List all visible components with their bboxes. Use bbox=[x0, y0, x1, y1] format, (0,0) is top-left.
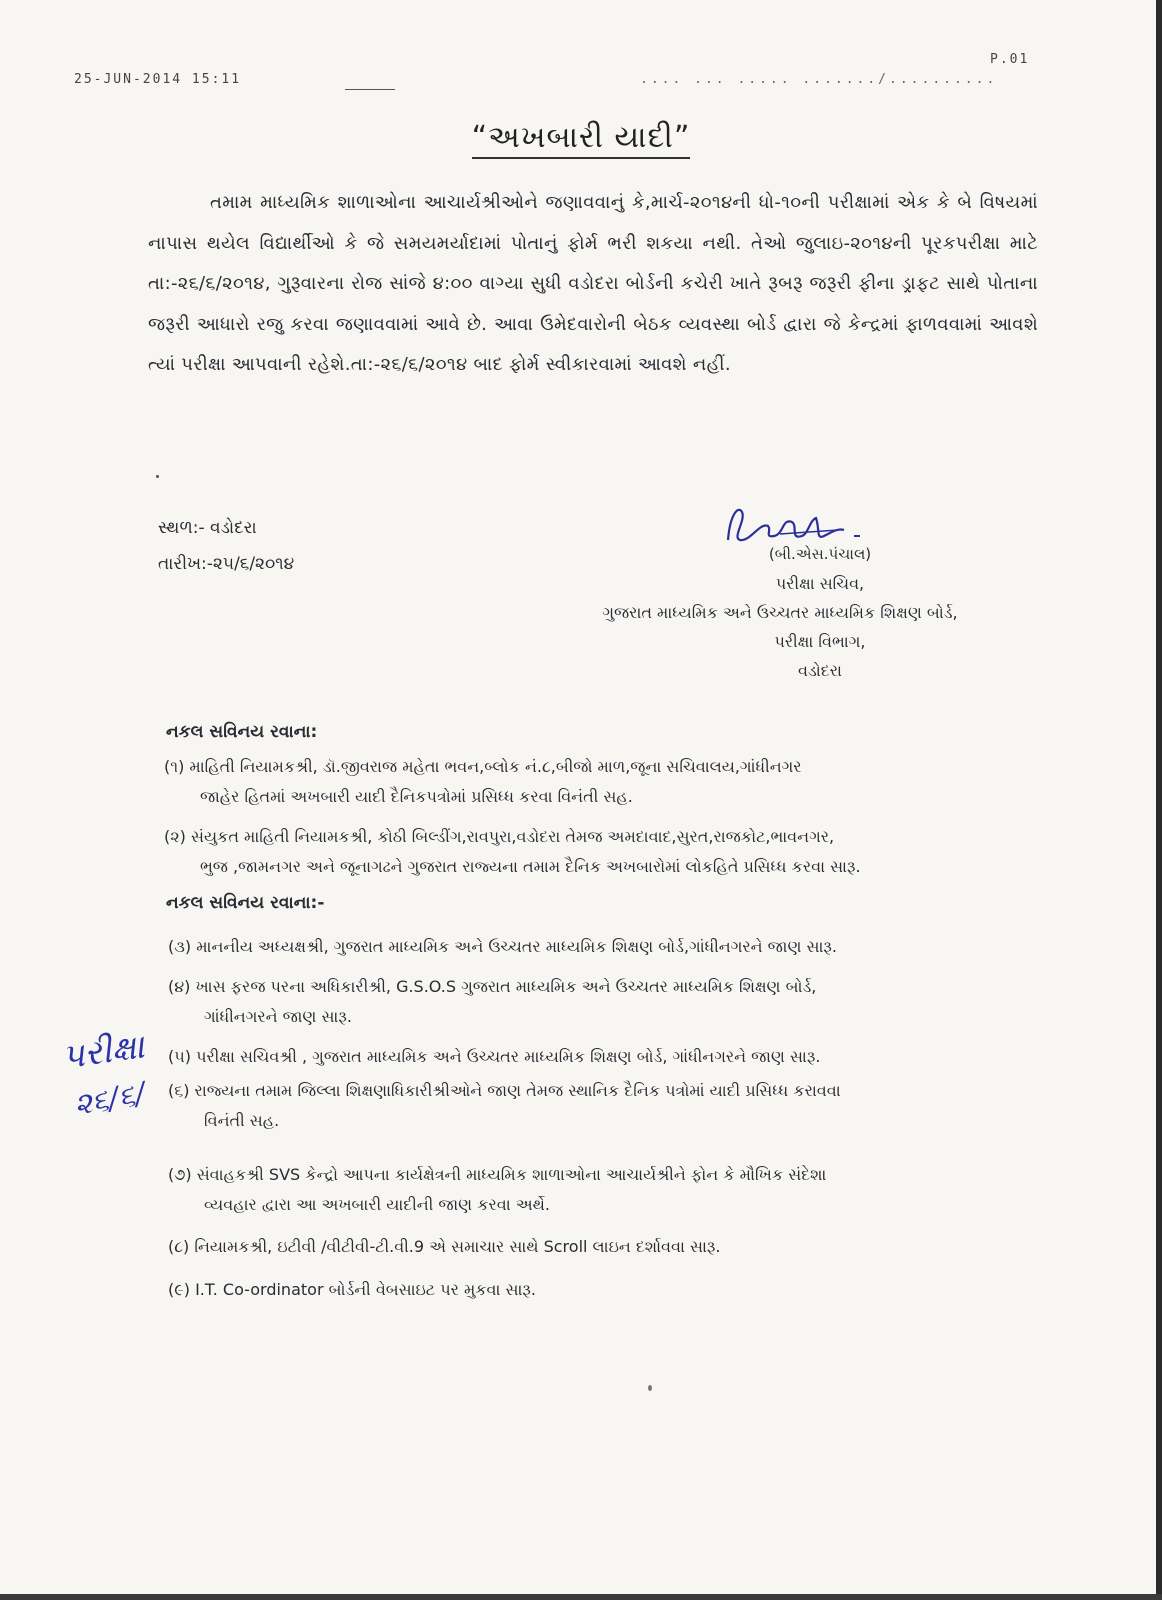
item-number: (૬) bbox=[168, 1081, 190, 1100]
title-text: “અખબારી યાદી” bbox=[472, 120, 691, 159]
signatory-name: (બી.એસ.પંચાલ) bbox=[768, 545, 872, 563]
distribution-item-5 bbox=[168, 1042, 1028, 1072]
item-number: (૩) bbox=[168, 937, 192, 956]
signatory-designation: પરીક્ષા સચિવ, bbox=[775, 574, 865, 593]
copy-heading-2: નકલ સવિનય રવાના:- bbox=[166, 893, 325, 913]
item-line-2: વ્યવહાર દ્વારા આ અખબારી યાદીની જાણ કરવા અર્થે. bbox=[204, 1195, 550, 1214]
body-text: તમામ માધ્યમિક શાળાઓના આચાર્યશ્રીઓને જણાવવાનું કે,માર્ચ-૨૦૧૪ની ધો-૧૦ની પરીક્ષામાં એક કે બે વિષયમાં નાપાસ થયેલ વિદ્યાર્થીઓ કે જે સમયમર્યાદામાં પોતાનું ફોર્મ ભરી શકયા નથી. તેઓ જુલાઇ-૨૦૧૪ની પૂરકપરીક્ષા માટે તા:-૨૬/૬/૨૦૧૪, ગુરૂવારના રોજ સાંજે ૪:૦૦ વાગ્યા સુધી વડોદરા બોર્ડની કચેરી ખાતે રૂબરૂ જરૂરી ફીના ડ્રાફટ સાથે પોતાના જરૂરી આધારો રજુ કરવા જણાવવામાં આવે છે. આવા ઉમેદવારોની બેઠક વ્યવસ્થા બોર્ડ દ્વારા જે કેન્દ્રમાં ફાળવવામાં આવશે ત્યાં પરીક્ષા આપવાની રહેશે.તા:-૨૬/૬/૨૦૧૪ બાદ ફોર્મ સ્વીકારવામાં આવશે નહીં. bbox=[148, 192, 1038, 375]
distribution-item-3 bbox=[168, 932, 1028, 962]
item-number: (૭) bbox=[168, 1165, 192, 1184]
distribution-item-4 bbox=[168, 972, 1028, 1032]
item-number: (૧) bbox=[164, 757, 185, 776]
distribution-item-8 bbox=[168, 1232, 1028, 1262]
item-line-2: વિનંતી સહ. bbox=[204, 1111, 280, 1130]
item-line-1: નિયામકશ્રી, ઇટીવી /વીટીવી-ટી.વી.9 એ સમાચાર સાથે Scroll લાઇન દર્શાવવા સારૂ. bbox=[194, 1237, 721, 1256]
copy-heading-1: નકલ સવિનય રવાના: bbox=[166, 722, 318, 742]
distribution-item-1 bbox=[164, 752, 1024, 812]
item-line-2: ભુજ ,જામનગર અને જૂનાગઢને ગુજરાત રાજ્યના તમામ દૈનિક અખબારોમાં લોકહિતે પ્રસિધ્ધ કરવા સારૂ. bbox=[200, 857, 861, 876]
item-line-1: સંવાહકશ્રી SVS કેન્દ્રો આપના કાર્યક્ષેત્રની માધ્યમિક શાળાઓના આચાર્યશ્રીને ફોન કે મૌખિક સંદેશા bbox=[196, 1165, 827, 1184]
item-line-2: ગાંધીનગરને જાણ સારૂ. bbox=[204, 1007, 352, 1026]
signatory-department: પરીક્ષા વિભાગ, bbox=[774, 632, 866, 651]
date-line: તારીખ:-૨૫/૬/૨૦૧૪ bbox=[158, 554, 295, 574]
press-note-body bbox=[148, 183, 1038, 386]
distribution-item-9 bbox=[168, 1275, 1028, 1305]
place-line: સ્થળ:- વડોદરા bbox=[158, 518, 257, 538]
item-line-1: માનનીય અધ્યક્ષશ્રી, ગુજરાત માધ્યમિક અને ઉચ્ચતર માધ્યમિક શિક્ષણ બોર્ડ,ગાંધીનગરને જાણ સારૂ. bbox=[196, 937, 837, 956]
signatory-board: ગુજરાત માધ્યમિક અને ઉચ્ચતર માધ્યમિક શિક્ષણ બોર્ડ, bbox=[602, 603, 958, 622]
item-line-2: જાહેર હિતમાં અખબારી યાદી દૈનિકપત્રોમાં પ્રસિધ્ધ કરવા વિનંતી સહ. bbox=[200, 787, 633, 806]
item-number: (૨) bbox=[164, 827, 186, 846]
signatory-block bbox=[560, 540, 1000, 685]
fax-timestamp: 25-JUN-2014 15:11 bbox=[74, 72, 242, 87]
scan-speck bbox=[648, 1385, 652, 1391]
header-rule bbox=[345, 89, 395, 90]
item-line-1: સંયુકત માહિતી નિયામકશ્રી, કોઠી બિલ્ડીંગ,રાવપુરા,વડોદરા તેમજ અમદાવાદ,સુરત,રાજકોટ,ભાવનગર, bbox=[190, 827, 835, 846]
item-number: (૮) bbox=[168, 1237, 190, 1256]
item-line-1: માહિતી નિયામકશ્રી, ડૉ.જીવરાજ મહેતા ભવન,બ્લોક નં.૮,બીજો માળ,જૂના સચિવાલય,ગાંધીનગર bbox=[189, 757, 802, 776]
item-number: (૯) bbox=[168, 1280, 190, 1299]
scan-speck bbox=[156, 475, 159, 478]
document-title bbox=[0, 120, 1162, 155]
fax-sender-id: .... ... ..... ......./.......... bbox=[640, 72, 998, 87]
signatory-city: વડોદરા bbox=[798, 661, 842, 680]
item-line-1: રાજ્યના તમામ જિલ્લા શિક્ષણાધિકારીશ્રીઓને જાણ તેમજ સ્થાનિક દૈનિક પત્રોમાં યાદી પ્રસિધ્ધ કરાવવા bbox=[194, 1081, 841, 1100]
distribution-item-7 bbox=[168, 1160, 1028, 1220]
distribution-item-2 bbox=[164, 822, 1024, 882]
item-line-1: I.T. Co-ordinator બોર્ડની વેબસાઇટ પર મુકવા સારૂ. bbox=[195, 1280, 536, 1299]
item-line-1: ખાસ ફરજ પરના અધિકારીશ્રી, G.S.O.S ગુજરાત માધ્યમિક અને ઉચ્ચતર માધ્યમિક શિક્ષણ બોર્ડ, bbox=[195, 977, 817, 996]
scan-edge-bottom bbox=[0, 1594, 1162, 1600]
item-number: (૪) bbox=[168, 977, 191, 996]
item-line-1: પરીક્ષા સચિવશ્રી , ગુજરાત માધ્યમિક અને ઉચ્ચતર માધ્યમિક શિક્ષણ બોર્ડ, ગાંધીનગરને જાણ સારૂ. bbox=[196, 1047, 821, 1066]
handwritten-note-date: ૨૬/૬/ bbox=[71, 1076, 148, 1123]
handwritten-note-word: પરીક્ષા bbox=[59, 1026, 147, 1078]
item-number: (૫) bbox=[168, 1047, 191, 1066]
fax-page-number: P.01 bbox=[990, 52, 1030, 67]
distribution-item-6 bbox=[168, 1076, 1028, 1136]
scan-edge-right bbox=[1156, 0, 1162, 1600]
